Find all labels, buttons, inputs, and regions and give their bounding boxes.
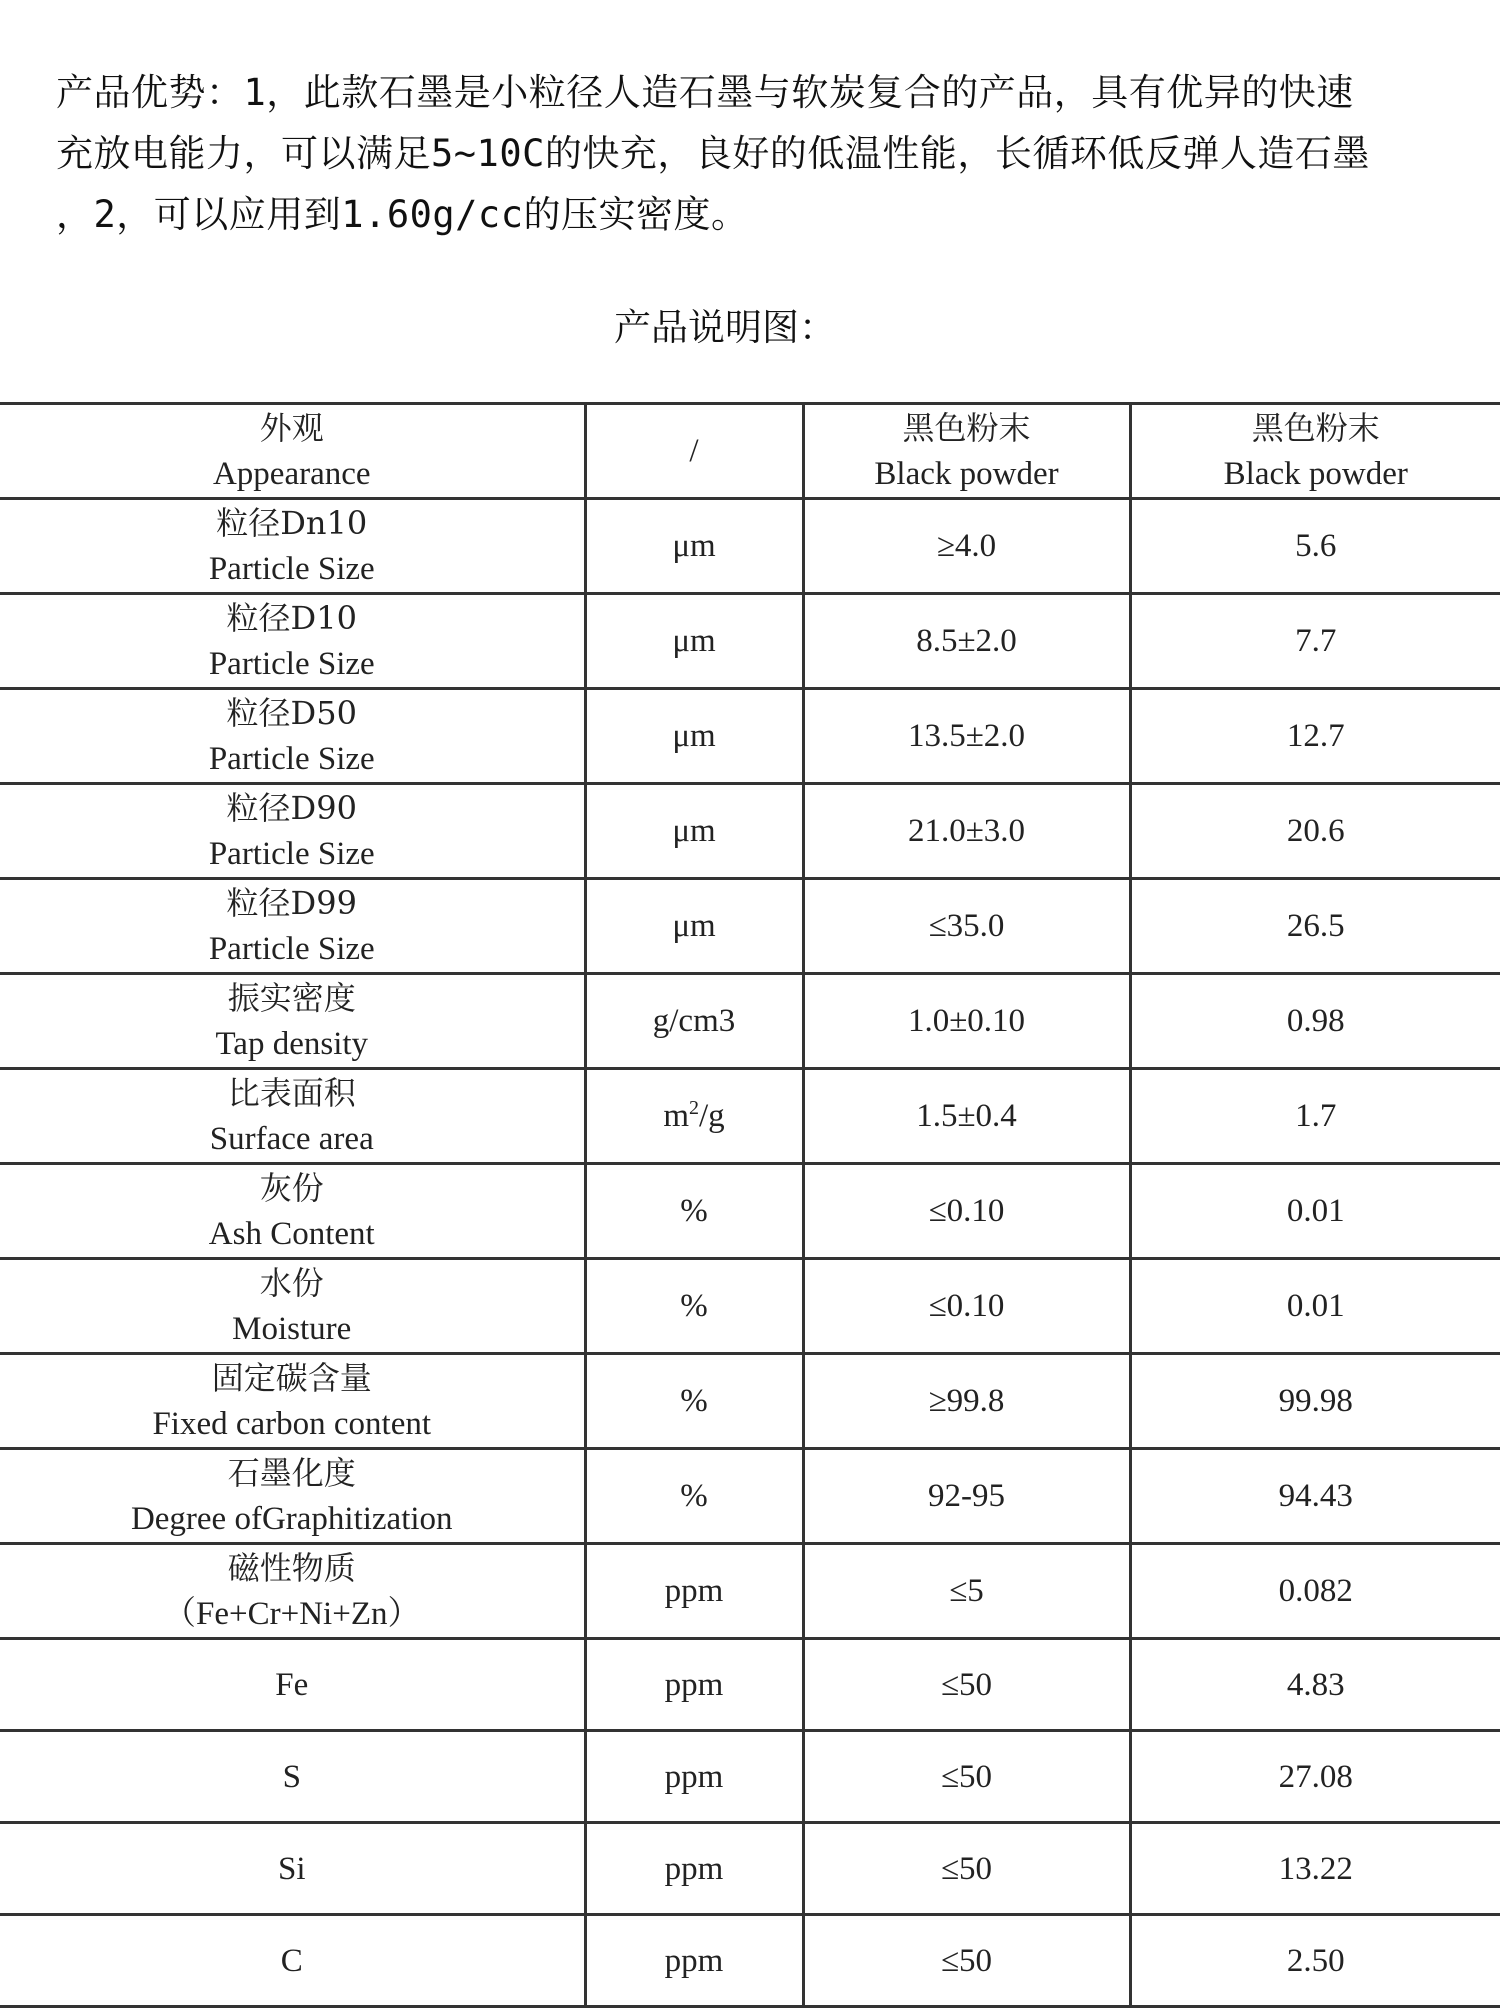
spec-cell: ≥99.8 (803, 1354, 1130, 1449)
unit-cell: μm (585, 879, 803, 974)
property-name-en: Particle Size (0, 736, 584, 782)
table-row (0, 1259, 1500, 1354)
value-cell: 0.98 (1130, 974, 1500, 1069)
value-cell: 27.08 (1130, 1731, 1500, 1823)
property-name-en: S (0, 1754, 584, 1800)
spec-cell: 1.5±0.4 (803, 1069, 1130, 1164)
property-cell (0, 1449, 585, 1544)
value-cell: 1.7 (1130, 1069, 1500, 1164)
property-cell (0, 1354, 585, 1449)
spec-cell: ≤50 (803, 1731, 1130, 1823)
value-cell: 13.22 (1130, 1823, 1500, 1915)
table-row (0, 1731, 1500, 1823)
property-name-cn: 外观 (0, 405, 584, 451)
unit-cell: ppm (585, 1731, 803, 1823)
unit-cell: % (585, 1164, 803, 1259)
spec-cell: 1.0±0.10 (803, 974, 1130, 1069)
unit-cell: μm (585, 689, 803, 784)
spec-cell: ≤5 (803, 1544, 1130, 1639)
unit-superscript: 2 (689, 1097, 699, 1119)
property-cell (0, 1639, 585, 1731)
table-row (0, 499, 1500, 594)
table-row (0, 879, 1500, 974)
property-cell (0, 1069, 585, 1164)
property-name-en: Fe (0, 1662, 584, 1708)
value-cell: 2.50 (1130, 1915, 1500, 2007)
property-cell (0, 689, 585, 784)
spec-cell: 21.0±3.0 (803, 784, 1130, 879)
unit-cell: / (585, 404, 803, 499)
property-name-cn: 水份 (0, 1260, 584, 1306)
property-cell (0, 784, 585, 879)
product-diagram-caption: 产品说明图： (0, 303, 1450, 353)
property-name-cn: 灰份 (0, 1165, 584, 1211)
unit-cell (585, 1069, 803, 1164)
spec-cell: ≤35.0 (803, 879, 1130, 974)
value-cell (1130, 404, 1500, 499)
table-row (0, 1449, 1500, 1544)
property-name-cn: 粒径D90 (0, 785, 584, 831)
value-cell: 0.082 (1130, 1544, 1500, 1639)
property-name-en: Particle Size (0, 641, 584, 687)
property-name-en: Si (0, 1846, 584, 1892)
table-row (0, 594, 1500, 689)
value-cell: 0.01 (1130, 1164, 1500, 1259)
spec-cell: 13.5±2.0 (803, 689, 1130, 784)
table-row (0, 974, 1500, 1069)
value-cell: 12.7 (1130, 689, 1500, 784)
property-name-cn: 粒径D50 (0, 690, 584, 736)
property-name-en: Appearance (0, 451, 584, 497)
unit-cell: ppm (585, 1544, 803, 1639)
table-row (0, 404, 1500, 499)
property-name-en: Ash Content (0, 1211, 584, 1257)
product-advantages-paragraph (56, 62, 1456, 245)
intro-line: 产品优势：1，此款石墨是小粒径人造石墨与软炭复合的产品，具有优异的快速 (56, 62, 1456, 123)
property-name-en: Tap density (0, 1021, 584, 1067)
property-cell (0, 974, 585, 1069)
spec-en: Black powder (805, 451, 1129, 497)
property-name-cn: 振实密度 (0, 975, 584, 1021)
spec-cell: ≤0.10 (803, 1164, 1130, 1259)
property-cell (0, 499, 585, 594)
property-name-en: Moisture (0, 1306, 584, 1352)
property-name-cn: 比表面积 (0, 1070, 584, 1116)
table-row (0, 1823, 1500, 1915)
property-name-en: Fixed carbon content (0, 1401, 584, 1447)
property-name-en: Surface area (0, 1116, 584, 1162)
table-row (0, 1915, 1500, 2007)
property-name-cn: 粒径Dn10 (0, 500, 584, 546)
intro-line: ，2，可以应用到1.60g/cc的压实密度。 (56, 184, 1456, 245)
spec-cell: ≤50 (803, 1915, 1130, 2007)
spec-cell: ≤50 (803, 1823, 1130, 1915)
unit-cell: % (585, 1449, 803, 1544)
spec-cell: 8.5±2.0 (803, 594, 1130, 689)
property-name-cn: 粒径D10 (0, 595, 584, 641)
table-row (0, 1164, 1500, 1259)
value-cell: 7.7 (1130, 594, 1500, 689)
value-cell: 4.83 (1130, 1639, 1500, 1731)
spec-cell: ≥4.0 (803, 499, 1130, 594)
value-cell: 5.6 (1130, 499, 1500, 594)
unit-tail: /g (699, 1098, 725, 1134)
property-name-en: Degree ofGraphitization (0, 1496, 584, 1542)
value-cell: 94.43 (1130, 1449, 1500, 1544)
property-name-en: Particle Size (0, 546, 584, 592)
property-cell (0, 594, 585, 689)
property-name-en: C (0, 1938, 584, 1984)
unit-cell: g/cm3 (585, 974, 803, 1069)
table-row (0, 1069, 1500, 1164)
property-name-en: Particle Size (0, 831, 584, 877)
property-name-cn: 固定碳含量 (0, 1355, 584, 1401)
spec-cn: 黑色粉末 (805, 405, 1129, 451)
unit-cell: ppm (585, 1915, 803, 2007)
property-name-cn: 石墨化度 (0, 1450, 584, 1496)
property-cell (0, 1915, 585, 2007)
spec-cell: 92-95 (803, 1449, 1130, 1544)
unit-cell: % (585, 1354, 803, 1449)
table-row (0, 689, 1500, 784)
property-cell (0, 1544, 585, 1639)
property-cell (0, 404, 585, 499)
value-cell: 99.98 (1130, 1354, 1500, 1449)
property-name-cn: 磁性物质 (0, 1545, 584, 1591)
property-name-en: Particle Size (0, 926, 584, 972)
table-row (0, 1354, 1500, 1449)
unit-cell: ppm (585, 1639, 803, 1731)
unit-cell: μm (585, 499, 803, 594)
unit-cell: % (585, 1259, 803, 1354)
property-cell (0, 1259, 585, 1354)
property-cell (0, 1731, 585, 1823)
value-en: Black powder (1132, 451, 1500, 497)
value-cn: 黑色粉末 (1132, 405, 1500, 451)
property-name-en: （Fe+Cr+Ni+Zn） (0, 1591, 584, 1637)
spec-cell: ≤0.10 (803, 1259, 1130, 1354)
unit-base: m (663, 1098, 689, 1134)
property-name-cn: 粒径D99 (0, 880, 584, 926)
unit-cell: ppm (585, 1823, 803, 1915)
unit-cell: μm (585, 784, 803, 879)
product-spec-table (0, 402, 1500, 2008)
spec-cell (803, 404, 1130, 499)
property-cell (0, 879, 585, 974)
unit-cell: μm (585, 594, 803, 689)
value-cell: 26.5 (1130, 879, 1500, 974)
intro-line: 充放电能力，可以满足5~10C的快充，良好的低温性能，长循环低反弹人造石墨 (56, 123, 1456, 184)
property-cell (0, 1164, 585, 1259)
table-row (0, 784, 1500, 879)
table-row (0, 1544, 1500, 1639)
spec-cell: ≤50 (803, 1639, 1130, 1731)
table-row (0, 1639, 1500, 1731)
value-cell: 20.6 (1130, 784, 1500, 879)
value-cell: 0.01 (1130, 1259, 1500, 1354)
property-cell (0, 1823, 585, 1915)
